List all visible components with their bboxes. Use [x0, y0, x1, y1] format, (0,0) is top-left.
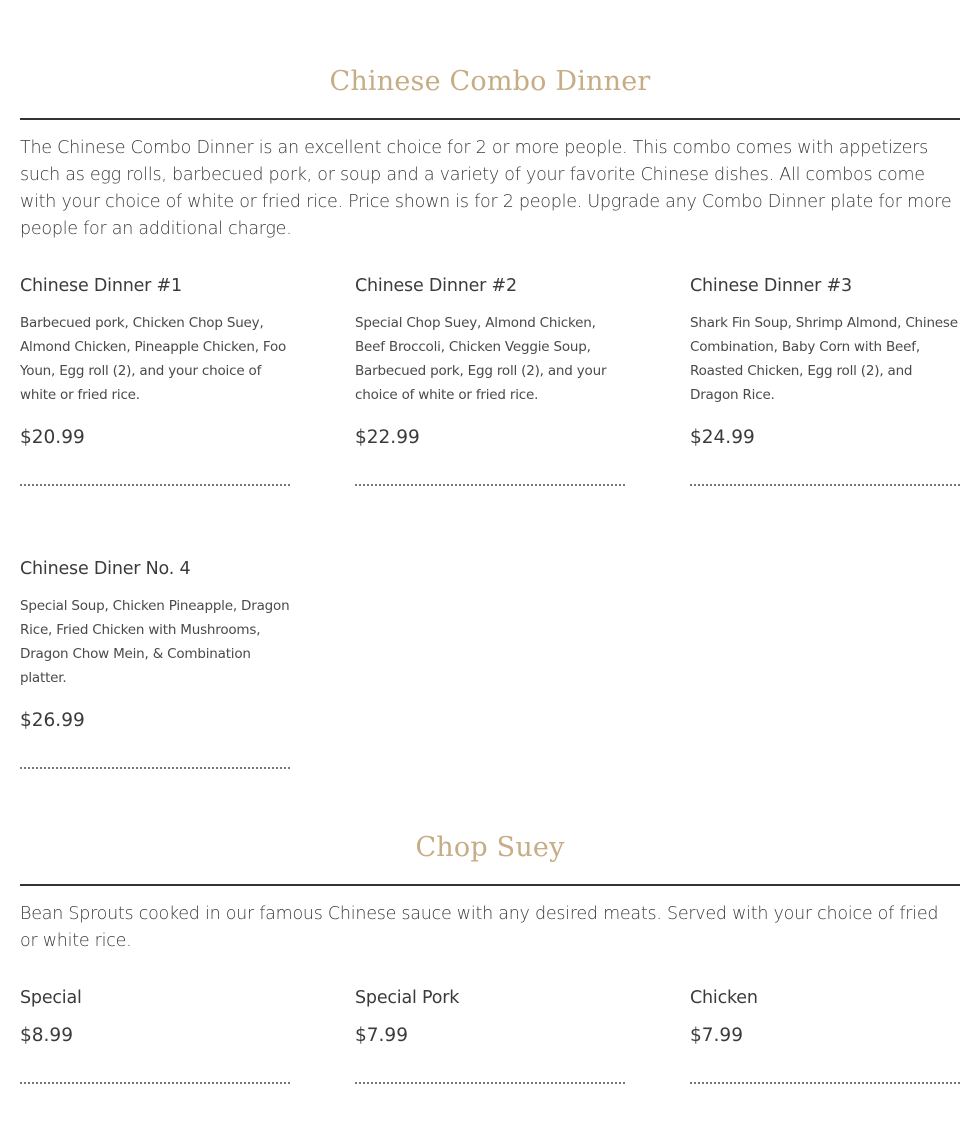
menu-item-description: Shark Fin Soup, Shrimp Almond, Chinese Combination, Baby Corn with Beef, Roasted Chicken, Egg roll (2), and Dragon Rice. [690, 315, 958, 403]
menu-item-description: Special Soup, Chicken Pineapple, Dragon Rice, Fried Chicken with Mushrooms, Dragon Chow Mein, & Combination platter. [20, 598, 290, 686]
menu-item-name: Chinese Dinner #1 [20, 276, 182, 296]
section-title: Chinese Combo Dinner [329, 66, 651, 97]
menu-item-description: Barbecued pork, Chicken Chop Suey, Almond Chicken, Pineapple Chicken, Foo Youn, Egg roll (2), and your choice of white or fried rice. [20, 315, 287, 403]
menu-grid [20, 274, 960, 814]
menu-item-name: Chinese Dinner #3 [690, 276, 852, 296]
menu-item-name: Special [20, 988, 82, 1008]
dotted-divider [20, 1082, 290, 1084]
section-description: Bean Sprouts cooked in our famous Chinese sauce with any desired meats. Served with your choice of fried or white rice. [20, 904, 939, 951]
menu-grid [20, 986, 960, 1106]
dotted-divider [690, 1082, 960, 1084]
menu-item [20, 557, 290, 769]
section-description: The Chinese Combo Dinner is an excellent choice for 2 or more people. This combo comes with appetizers such as egg rolls, barbecued pork, or soup and a variety of your favorite Chinese dishes. All combos come with your choice of white or fried rice. Price shown is for 2 people. Upgrade any Combo Dinner plate for more people for an additional charge. [20, 138, 952, 239]
menu-item-price: $7.99 [355, 1025, 408, 1046]
dotted-divider [20, 484, 290, 486]
dotted-divider [20, 767, 290, 769]
menu-item-price: $8.99 [20, 1025, 73, 1046]
menu-item-name: Special Pork [355, 988, 460, 1008]
menu-item [20, 986, 290, 1084]
menu-item [355, 274, 625, 486]
menu-item-name: Chinese Dinner #2 [355, 276, 517, 296]
menu-item [690, 986, 960, 1084]
section-chop-suey [20, 830, 960, 1106]
menu-item-price: $20.99 [20, 427, 85, 448]
menu-item-description: Special Chop Suey, Almond Chicken, Beef Broccoli, Chicken Veggie Soup, Barbecued pork, Egg roll (2), and your choice of white or fried rice. [355, 315, 607, 403]
section-title: Chop Suey [415, 832, 565, 863]
menu-item-price: $26.99 [20, 710, 85, 731]
menu-item-name: Chinese Diner No. 4 [20, 559, 191, 579]
menu-item [20, 274, 290, 486]
menu-item-price: $7.99 [690, 1025, 743, 1046]
menu-item-price: $22.99 [355, 427, 420, 448]
menu-item-name: Chicken [690, 988, 758, 1008]
dotted-divider [355, 1082, 625, 1084]
menu-item-price: $24.99 [690, 427, 755, 448]
menu-item [355, 986, 625, 1084]
dotted-divider [355, 484, 625, 486]
menu-item [690, 274, 960, 486]
section-divider [20, 884, 960, 886]
dotted-divider [690, 484, 960, 486]
section-divider [20, 118, 960, 120]
section-chinese-combo-dinner [20, 64, 960, 814]
